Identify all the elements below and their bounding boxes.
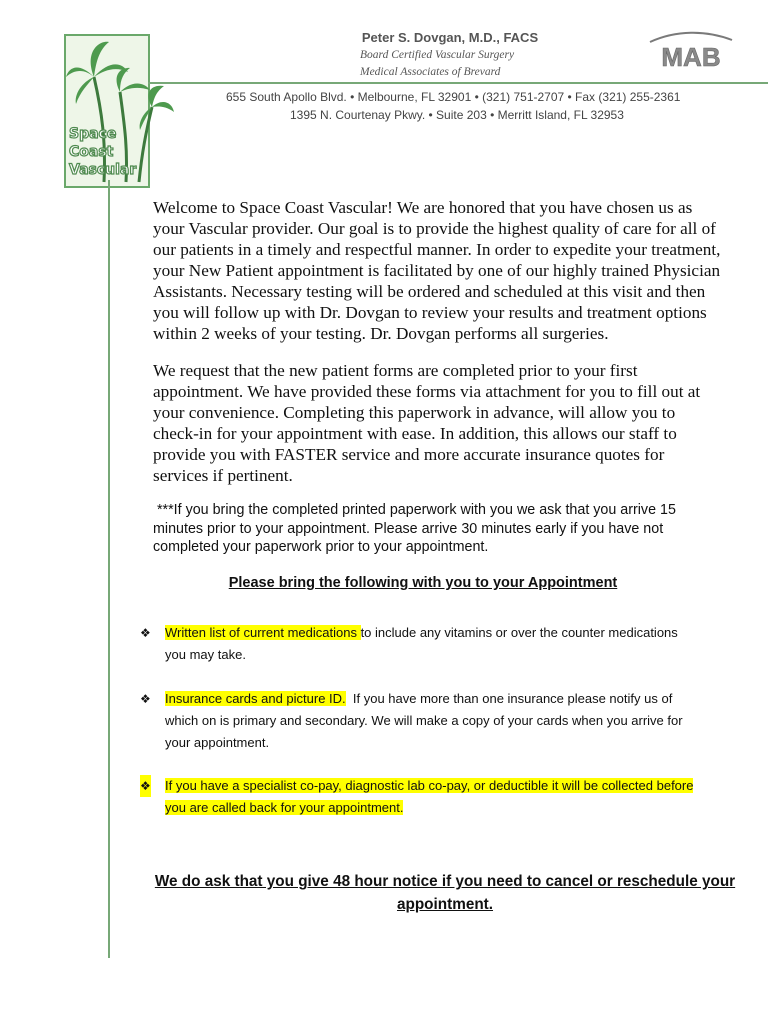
text-line: services if pertinent. bbox=[153, 466, 293, 485]
mab-logo-text: MAB bbox=[661, 42, 721, 72]
bullet-text: you may take. bbox=[165, 647, 246, 662]
text-line: your Vascular provider. Our goal is to provide the highest quality of care for all of bbox=[153, 219, 716, 238]
mab-logo bbox=[646, 30, 736, 72]
text-line: you will follow up with Dr. Dovgan to review your results and treatment options bbox=[153, 303, 707, 322]
horizontal-rule bbox=[148, 82, 768, 84]
text-line: completed your paperwork prior to your appointment. bbox=[153, 539, 489, 555]
text-line: ***If you bring the completed printed paperwork with you we ask that you arrive 15 bbox=[153, 502, 676, 518]
bullet-text: your appointment. bbox=[165, 735, 270, 750]
logo-word-space: Space bbox=[69, 126, 117, 142]
diamond-bullet-icon: ❖ bbox=[140, 626, 151, 640]
text-line: We request that the new patient forms are completed prior to your first bbox=[153, 361, 638, 380]
bring-heading: Please bring the following with you to your Appointment bbox=[228, 575, 618, 591]
arrival-note bbox=[153, 501, 733, 557]
bullet-medications bbox=[140, 622, 740, 666]
text-line: our patients in a timely and respectful manner. In order to expedite your treatment, bbox=[153, 240, 721, 259]
highlighted-text: Written list of current medications bbox=[165, 625, 361, 640]
address-line-2: 1395 N. Courtenay Pkwy. • Suite 203 • Merritt Island, FL 32953 bbox=[290, 108, 624, 122]
text-line: We do ask that you give 48 hour notice if you need to cancel or reschedule your bbox=[154, 873, 736, 890]
bullet-copay bbox=[140, 775, 740, 819]
vertical-rule bbox=[108, 180, 110, 958]
bullet-text: If you have more than one insurance please notify us of bbox=[345, 691, 673, 706]
cancellation-notice bbox=[150, 870, 740, 916]
text-line: check-in for your appointment with ease. In addition, this allows our staff to bbox=[153, 424, 677, 443]
practice-logo bbox=[64, 22, 154, 185]
text-line: appointment. We have provided these forms via attachment for you to fill out at bbox=[153, 382, 701, 401]
text-line: minutes prior to your appointment. Please arrive 30 minutes early if you have not bbox=[153, 520, 664, 537]
text-line: your New Patient appointment is facilitated by one of our highly trained Physician bbox=[153, 261, 721, 280]
doctor-name: Peter S. Dovgan, M.D., FACS bbox=[361, 30, 539, 45]
logo-word-vascular: Vascular bbox=[69, 162, 137, 178]
medical-associates-line: Medical Associates of Brevard bbox=[360, 66, 501, 78]
highlighted-text: Insurance cards and picture ID. bbox=[165, 691, 346, 706]
board-certified-line: Board Certified Vascular Surgery bbox=[360, 49, 515, 61]
logo-word-coast: Coast bbox=[69, 144, 114, 160]
text-line: provide you with FASTER service and more accurate insurance quotes for bbox=[153, 445, 665, 464]
bullet-insurance bbox=[140, 688, 740, 754]
text-line: Welcome to Space Coast Vascular! We are honored that you have chosen us as bbox=[153, 198, 693, 217]
text-line: Assistants. Necessary testing will be ordered and scheduled at this visit and then bbox=[153, 282, 706, 301]
forms-paragraph bbox=[153, 360, 743, 486]
highlighted-text: you are called back for your appointment. bbox=[165, 800, 404, 815]
bullet-text: which on is primary and secondary. We will make a copy of your cards when you arrive for bbox=[165, 713, 683, 728]
highlighted-text: If you have a specialist co-pay, diagnostic lab co-pay, or deductible it will be collected before bbox=[165, 778, 694, 793]
text-line: your convenience. Completing this paperwork in advance, will allow you to bbox=[153, 403, 676, 422]
text-line: appointment. bbox=[396, 896, 494, 913]
welcome-paragraph bbox=[153, 197, 743, 344]
bullet-text: to include any vitamins or over the counter medications bbox=[360, 625, 678, 640]
diamond-bullet-icon: ❖ bbox=[140, 775, 151, 797]
text-line: within 2 weeks of your testing. Dr. Dovgan performs all surgeries. bbox=[153, 324, 609, 343]
address-line-1: 655 South Apollo Blvd. • Melbourne, FL 32901 • (321) 751-2707 • Fax (321) 255-2361 bbox=[226, 90, 681, 104]
diamond-bullet-icon: ❖ bbox=[140, 692, 151, 706]
